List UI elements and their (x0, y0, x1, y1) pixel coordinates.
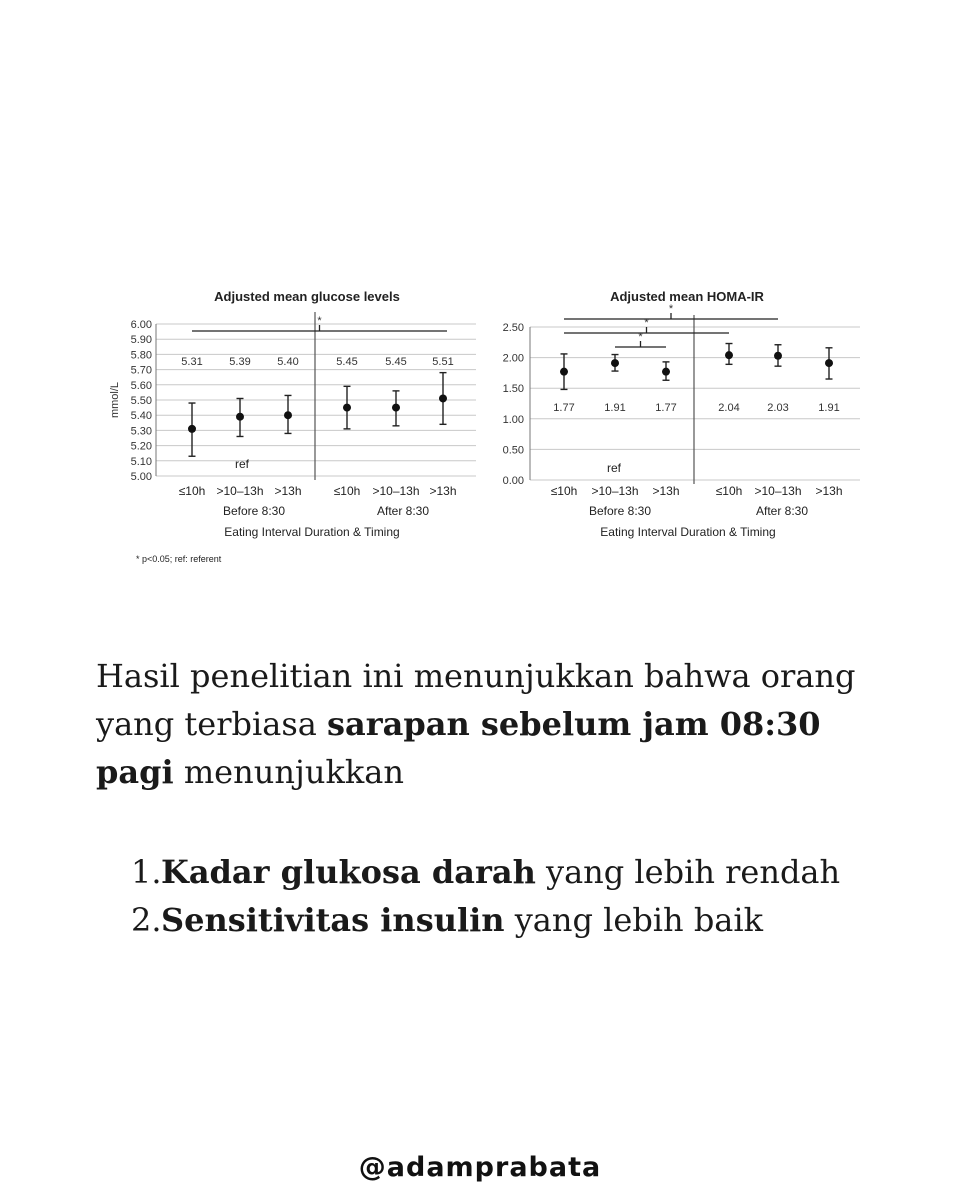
x-category-label: ≤10h (333, 484, 361, 498)
group-label: After 8:30 (755, 504, 809, 518)
data-point (284, 411, 292, 419)
group-label: Before 8:30 (222, 504, 286, 518)
data-label: 1.77 (655, 402, 677, 414)
significance-star: * (317, 315, 322, 327)
findings-list (96, 848, 896, 944)
data-point (774, 352, 782, 360)
list-item-text (161, 848, 840, 896)
list-item (131, 848, 896, 896)
y-tick-label: 5.90 (130, 334, 152, 347)
data-label: 2.04 (718, 402, 740, 414)
y-tick-label: 5.60 (130, 379, 152, 392)
data-point (560, 368, 568, 376)
summary-bold: sarapan sebelum jam 08:30 pagi (96, 705, 821, 791)
charts-figure (0, 270, 960, 580)
data-point (662, 368, 670, 376)
ref-label: ref (606, 461, 622, 475)
data-label: 5.40 (277, 356, 299, 368)
x-category-label: >13h (815, 484, 843, 498)
data-label: 5.31 (181, 356, 203, 368)
y-tick-label: 6.00 (130, 319, 152, 331)
data-point (611, 359, 619, 367)
data-label: 5.45 (385, 356, 407, 368)
y-tick-label: 5.00 (130, 471, 152, 483)
group-label: After 8:30 (376, 504, 430, 518)
x-category-label: ≤10h (715, 484, 743, 498)
y-tick-label: 2.50 (502, 322, 524, 334)
list-item-bold: Kadar glukosa darah (161, 853, 536, 891)
y-tick-label: 0.00 (502, 475, 524, 487)
x-category-label: >13h (429, 484, 457, 498)
data-point (343, 404, 351, 412)
x-axis-title: Eating Interval Duration & Timing (224, 525, 400, 539)
data-point (392, 404, 400, 412)
y-tick-label: 5.10 (130, 455, 152, 468)
data-label: 2.03 (767, 402, 789, 414)
data-point (236, 413, 244, 421)
significance-star: * (668, 303, 674, 315)
data-label: 1.91 (604, 402, 626, 414)
data-label: 5.45 (336, 356, 358, 368)
y-tick-label: 1.00 (502, 413, 524, 426)
summary-paragraph (96, 652, 896, 796)
x-category-label: ≤10h (178, 484, 206, 498)
significance-star: * (644, 317, 649, 329)
chart-title: Adjusted mean HOMA-IR (610, 289, 764, 304)
ref-label: ref (234, 457, 250, 471)
footnote: * p<0.05; ref: referent (136, 554, 222, 564)
y-tick-label: 5.20 (130, 440, 152, 453)
summary-text-1: Hasil penelitian ini menunjukkan bahwa orang yang terbiasa (96, 657, 856, 743)
data-point (439, 394, 447, 402)
y-tick-label: 5.40 (130, 410, 152, 423)
y-tick-label: 5.30 (130, 425, 152, 438)
data-label: 5.51 (432, 356, 454, 368)
data-label: 5.39 (229, 356, 251, 368)
data-point (188, 425, 196, 433)
x-category-label: >10–13h (216, 484, 264, 498)
y-tick-label: 5.50 (130, 395, 152, 407)
group-label: Before 8:30 (588, 504, 652, 518)
author-handle: @adamprabata (358, 1152, 602, 1183)
x-category-label: ≤10h (550, 484, 578, 498)
y-tick-label: 2.00 (502, 352, 524, 365)
list-item-rest: yang lebih baik (504, 901, 763, 939)
x-category-label: >10–13h (754, 484, 802, 498)
y-tick-label: 0.50 (502, 444, 524, 457)
data-point (825, 359, 833, 367)
y-tick-label: 1.50 (502, 383, 524, 396)
y-tick-label: 5.70 (130, 364, 152, 377)
list-item-rest: yang lebih rendah (535, 853, 841, 891)
list-item-number: 2. (131, 901, 162, 939)
findings-text (96, 652, 896, 944)
y-axis-label: mmol/L (109, 381, 121, 419)
x-category-label: >13h (274, 484, 302, 498)
x-category-label: >13h (652, 484, 680, 498)
data-point (725, 351, 733, 359)
summary-text-2: menunjukkan (173, 753, 404, 791)
x-axis-title: Eating Interval Duration & Timing (600, 525, 776, 539)
list-item-text (161, 896, 763, 944)
data-label: 1.77 (553, 402, 575, 414)
list-item (131, 896, 896, 944)
y-tick-label: 5.80 (130, 349, 152, 362)
x-category-label: >10–13h (591, 484, 639, 498)
charts-svg (0, 270, 960, 580)
list-item-number: 1. (131, 853, 162, 891)
chart-title: Adjusted mean glucose levels (214, 289, 400, 304)
significance-star: * (638, 331, 643, 343)
x-category-label: >10–13h (372, 484, 420, 498)
list-item-bold: Sensitivitas insulin (161, 901, 505, 939)
data-label: 1.91 (818, 402, 840, 414)
